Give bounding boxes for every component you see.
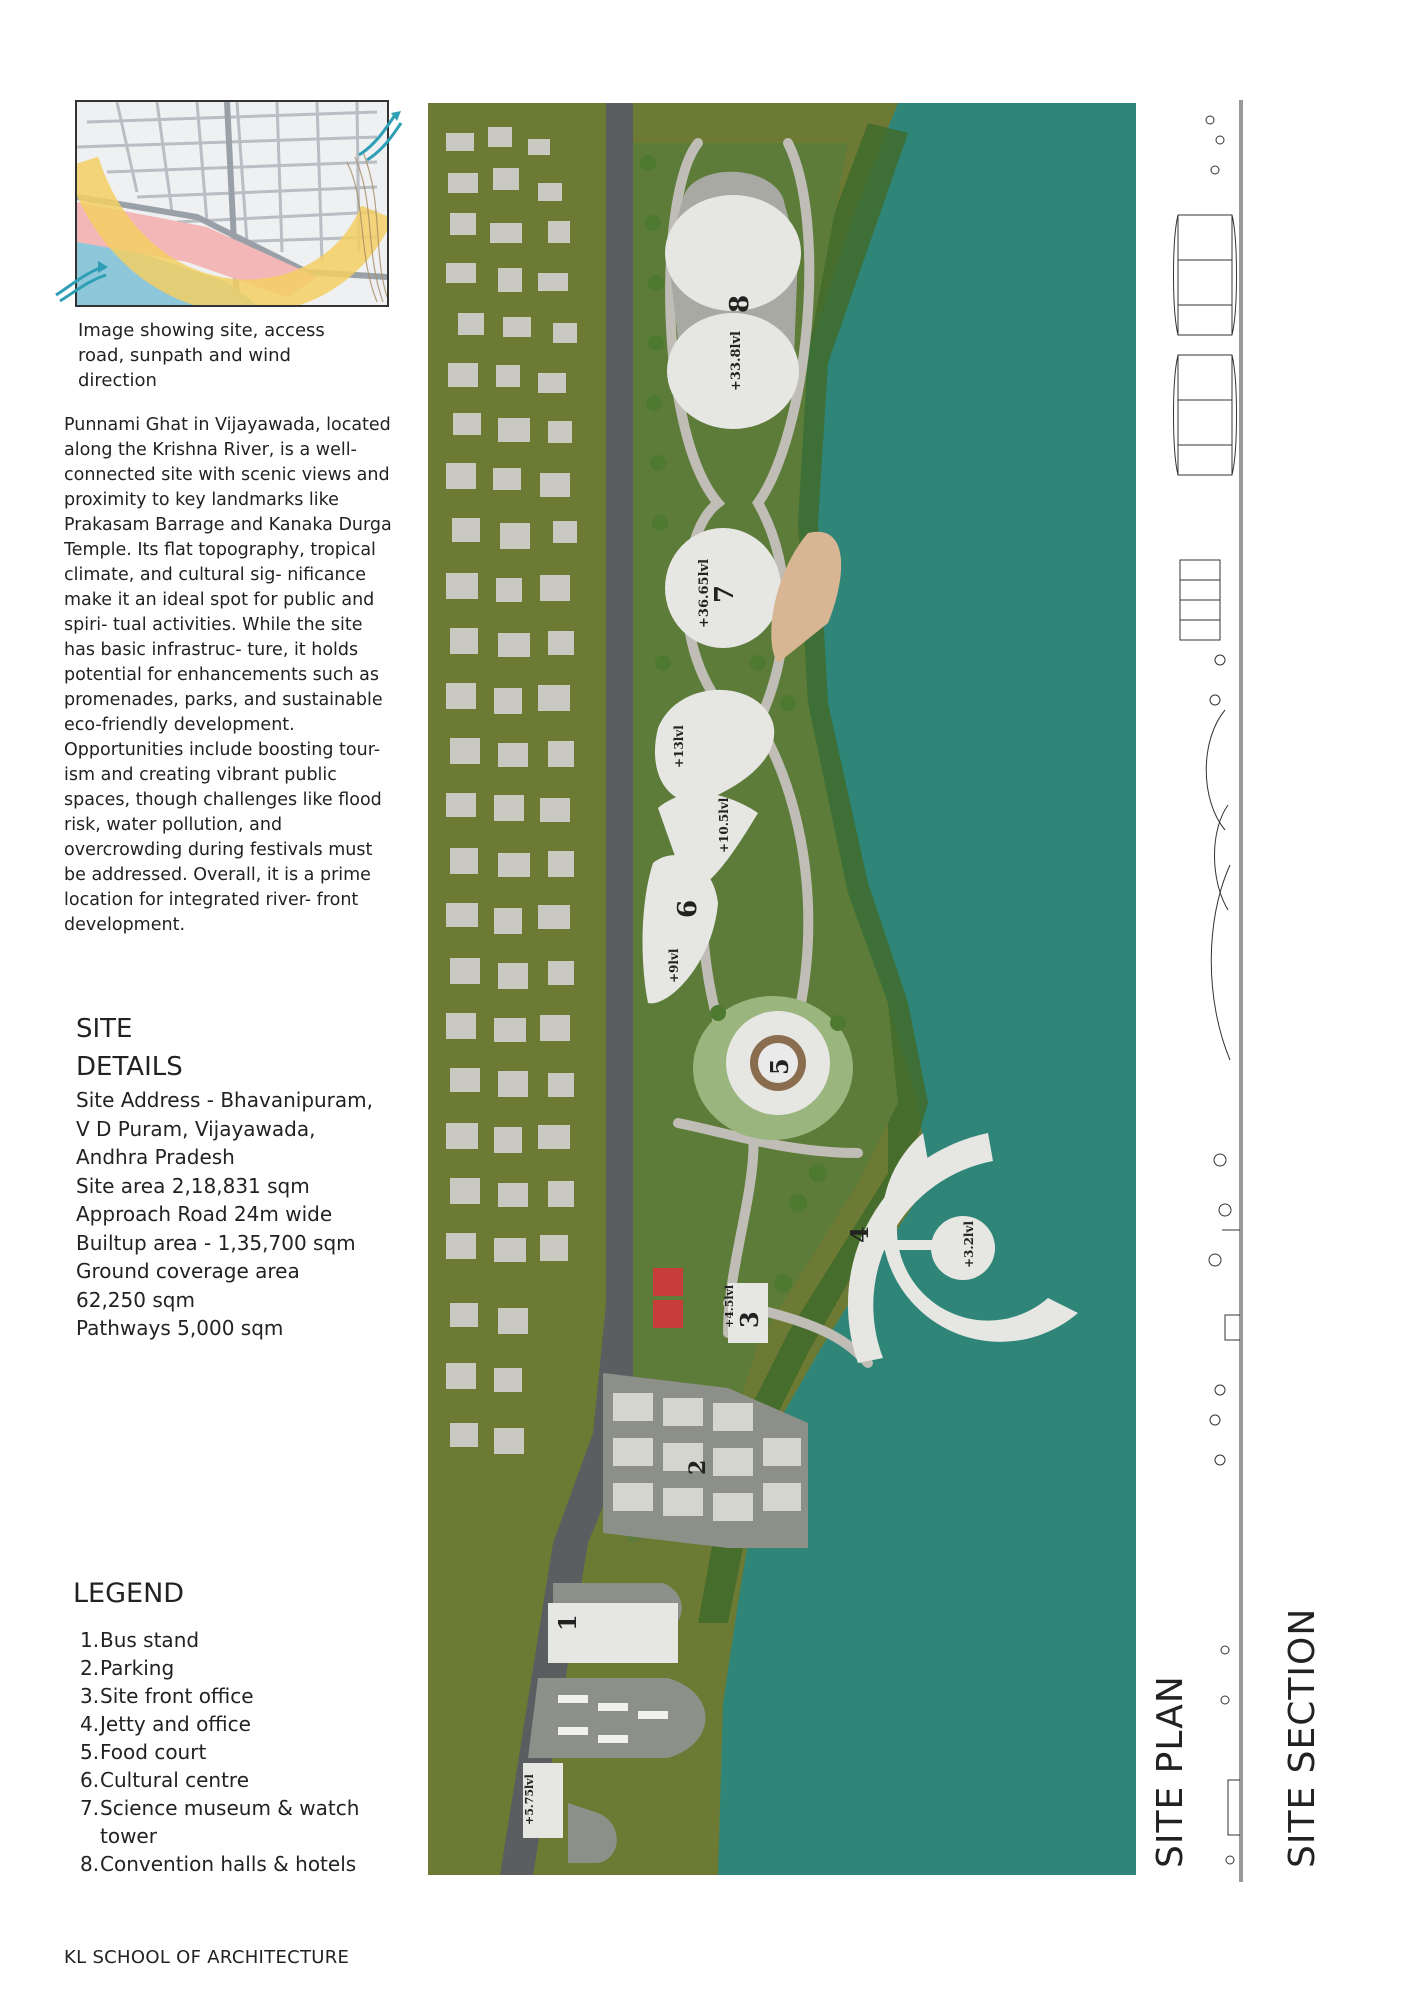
zone-6-level-a: +13lvl — [672, 725, 686, 768]
ground-coverage: Ground coverage area 62,250 sqm — [76, 1259, 300, 1312]
site-section-title: SITE SECTION — [1282, 1607, 1323, 1868]
zone-8-convention-halls — [665, 172, 801, 429]
wind-arrow-icon — [52, 255, 112, 305]
site-area: Site area 2,18,831 sqm — [76, 1173, 310, 1198]
zone-8-level: +33.8lvl — [729, 331, 744, 391]
zone-4-level: +3.2lvl — [962, 1220, 976, 1268]
builtup-area: Builtup area - 1,35,700 sqm — [76, 1230, 356, 1255]
site-heading-line2: DETAILS — [76, 1052, 183, 1082]
legend-item: 2. Parking — [80, 1656, 175, 1680]
zone-6-level-c: +9lvl — [667, 948, 681, 983]
wind-arrow-icon — [355, 105, 405, 165]
zone-6-label: 6 — [673, 899, 703, 918]
map-caption: Image showing site, access road, sunpath and wind direction — [78, 320, 325, 391]
legend-item: 7. Science museum & watch tower — [80, 1796, 360, 1848]
approach-road: Approach Road 24m wide — [76, 1202, 333, 1226]
legend-item: 1. Bus stand — [80, 1628, 200, 1652]
zone-7-label: 7 — [710, 584, 740, 603]
site-plan-title: SITE PLAN — [1150, 1675, 1191, 1868]
site-details-heading — [76, 1010, 183, 1086]
zone-7-level: +36.65lvl — [697, 558, 712, 628]
legend-item: 4. Jetty and office — [80, 1712, 251, 1736]
legend-title: LEGEND — [73, 1578, 185, 1609]
site-details — [76, 1086, 376, 1343]
school-footer: KL SCHOOL OF ARCHITECTURE — [64, 1947, 350, 1968]
site-plan — [428, 103, 1136, 1875]
legend-item: 6. Cultural centre — [80, 1768, 250, 1792]
zone-3-label: 3 — [735, 1311, 764, 1328]
zone-8-label: 8 — [725, 294, 755, 313]
zone-3-level: +4.5lvl — [723, 1284, 736, 1328]
zone-2-label: 2 — [685, 1459, 711, 1475]
site-plan-drawing — [428, 103, 1136, 1875]
context-map-drawing — [77, 102, 387, 305]
pathways: Pathways 5,000 sqm — [76, 1316, 284, 1340]
zone-5-label: 5 — [765, 1058, 794, 1075]
site-description: Punnami Ghat in Vijayawada, located along the Krishna River, is a well-connected site with scenic views and proximity to key landmarks like Prakasam Barrage and Kanaka Durga Temple. Its flat topography, tropical climate, and cultural sig- nificance make it an ideal spot for public and spiri- tual activities. While the site has basic infrastruc- ture, it holds potential for enhancements such as promenades, parks, and sustainable eco-friendly development. Opportunities include boosting tour- ism and creating vibrant public spaces, though challenges like flood risk, water pollution, and overcrowding during festivals must be addressed. Overall, it is a prime location for integrated river- front development. — [64, 415, 392, 935]
site-section — [1170, 100, 1252, 1882]
legend-item: 3. Site front office — [80, 1684, 254, 1708]
zone-4-label: 4 — [845, 1226, 874, 1243]
zone-1-label: 1 — [553, 1614, 582, 1631]
site-heading-line1: SITE — [76, 1014, 133, 1044]
context-map — [75, 100, 389, 307]
site-address: Site Address - Bhavanipuram, V D Puram, Vijayawada, Andhra Pradesh — [76, 1088, 374, 1169]
site-section-drawing — [1170, 100, 1252, 1882]
zone-1-level: +5.75lvl — [523, 1774, 536, 1825]
zone-6-level-b: +10.5lvl — [717, 797, 731, 853]
legend-item: 8. Convention halls & hotels — [80, 1852, 357, 1876]
legend-item: 5. Food court — [80, 1740, 207, 1764]
legend-list — [80, 1626, 380, 1878]
